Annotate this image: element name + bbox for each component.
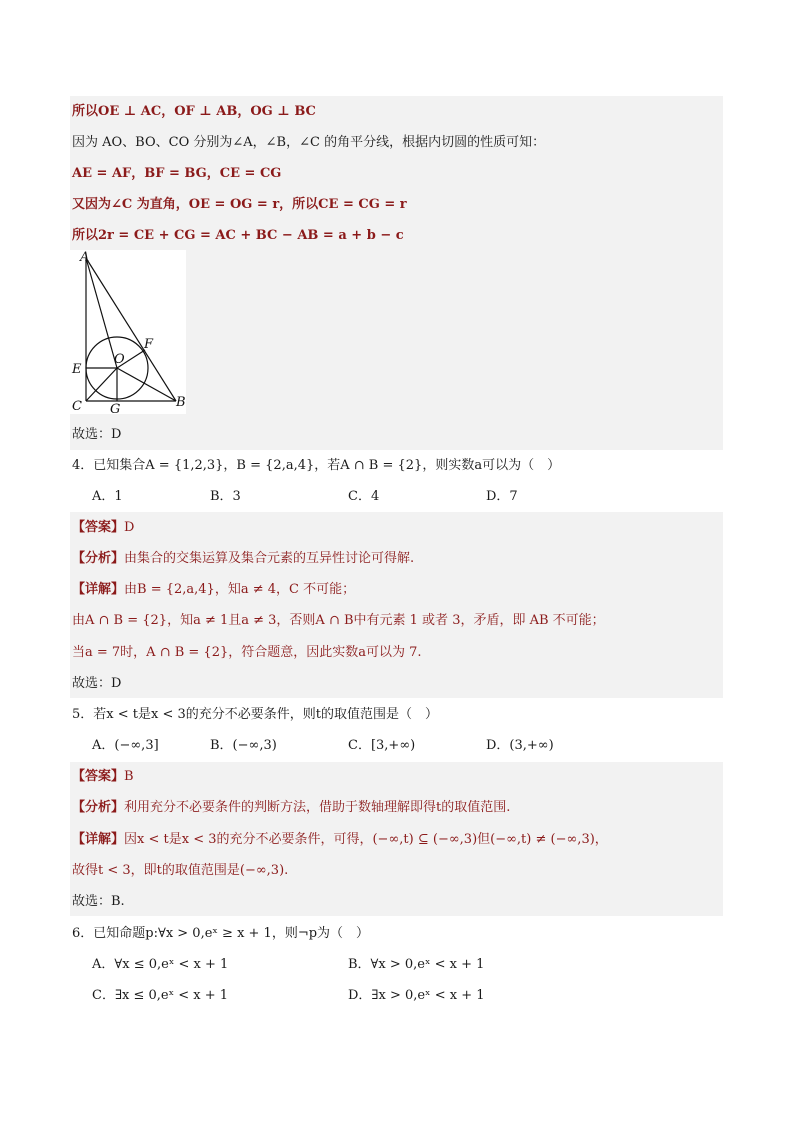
q5-detail-1: 因x < t是x < 3的充分不必要条件，可得，(−∞,t) ⊆ (−∞,3)但(−∞,t) ≠ (−∞,3)， <box>124 832 608 847</box>
q4-option-b: B．3 <box>210 489 241 504</box>
q3-line-2: 因为 AO、BO、CO 分别为∠A，∠B，∠C 的角平分线，根据内切圆的性质可知： <box>72 135 546 150</box>
q4-detail-2: 由A ∩ B = {2}，知a ≠ 1且a ≠ 3，否则A ∩ B中有元素 1 或者 3，矛盾，即 AB 不可能； <box>72 613 605 628</box>
q4-detail-3: 当a = 7时，A ∩ B = {2}，符合题意，因此实数a可以为 7. <box>72 645 422 660</box>
label-b: B <box>176 395 186 410</box>
q3-line-3: AE = AF，BF = BG，CE = CG <box>72 166 282 181</box>
q5-detail-2: 故得t < 3，即t的取值范围是(−∞,3). <box>72 863 289 878</box>
q5-answer-tag: 【答案】 <box>72 769 125 784</box>
q4-final: 故选：D <box>72 676 122 691</box>
q5-option-c: C．[3,+∞) <box>348 738 416 753</box>
q5-option-a: A．(−∞,3] <box>92 738 159 753</box>
q4-option-c: C．4 <box>348 489 380 504</box>
q6-option-a: A．∀x ≤ 0,eˣ < x + 1 <box>92 957 229 972</box>
bisector-bo <box>117 368 176 401</box>
q4-option-a: A．1 <box>92 489 123 504</box>
q5-option-b: B．(−∞,3) <box>210 738 277 753</box>
label-a: A <box>80 250 90 265</box>
label-e: E <box>72 362 82 377</box>
q4-detail-1: 由B = {2,a,4}，知a ≠ 4，C 不可能； <box>124 582 356 597</box>
q4-answer-line <box>72 520 134 536</box>
q5-detail-line-1 <box>72 832 608 848</box>
q5-final: 故选：B. <box>72 894 125 909</box>
side-ab <box>86 258 176 401</box>
label-o: O <box>114 352 125 367</box>
q5-analysis: 利用充分不必要条件的判断方法，借助于数轴理解即得t的取值范围. <box>124 800 511 815</box>
q6-option-d: D．∃x > 0,eˣ < x + 1 <box>348 988 485 1003</box>
q5-option-d: D．(3,+∞) <box>486 738 554 753</box>
q3-line-1: 所以OE ⊥ AC，OF ⊥ AB，OG ⊥ BC <box>72 104 316 119</box>
q4-answer-tag: 【答案】 <box>72 520 125 535</box>
q6-option-b: B．∀x > 0,eˣ < x + 1 <box>348 957 485 972</box>
q3-line-5: 所以2r = CE + CG = AC + BC − AB = a + b − c <box>72 228 404 243</box>
q5-analysis-line <box>72 800 510 816</box>
q4-detail-line-1 <box>72 582 355 598</box>
q5-detail-tag: 【详解】 <box>72 832 125 847</box>
q5-answer: B <box>124 769 134 784</box>
q4-answer: D <box>124 520 135 535</box>
q5-answer-line <box>72 769 134 785</box>
label-g: G <box>110 402 121 414</box>
q3-answer: 故选：D <box>72 427 122 442</box>
label-f: F <box>144 337 154 352</box>
q6-option-c: C．∃x ≤ 0,eˣ < x + 1 <box>92 988 229 1003</box>
solution-block-q4 <box>70 512 723 698</box>
q4-analysis-tag: 【分析】 <box>72 551 125 566</box>
q4-detail-tag: 【详解】 <box>72 582 125 597</box>
q6-stem: 6．已知命题p:∀x > 0,eˣ ≥ x + 1，则¬p为（ ） <box>72 926 370 941</box>
incircle-figure <box>70 250 186 414</box>
label-c: C <box>72 399 82 414</box>
q4-analysis-line <box>72 551 414 567</box>
q4-option-d: D．7 <box>486 489 518 504</box>
q4-analysis: 由集合的交集运算及集合元素的互异性讨论可得解. <box>124 551 415 566</box>
q5-stem: 5．若x < t是x < 3的充分不必要条件，则t的取值范围是（ ） <box>72 707 438 722</box>
q5-analysis-tag: 【分析】 <box>72 800 125 815</box>
q4-stem: 4．已知集合A = {1,2,3}，B = {2,a,4}，若A ∩ B = {2}，则实数a可以为（ ） <box>72 458 561 473</box>
q3-line-4: 又因为∠C 为直角，OE = OG = r，所以CE = CG = r <box>72 197 407 212</box>
